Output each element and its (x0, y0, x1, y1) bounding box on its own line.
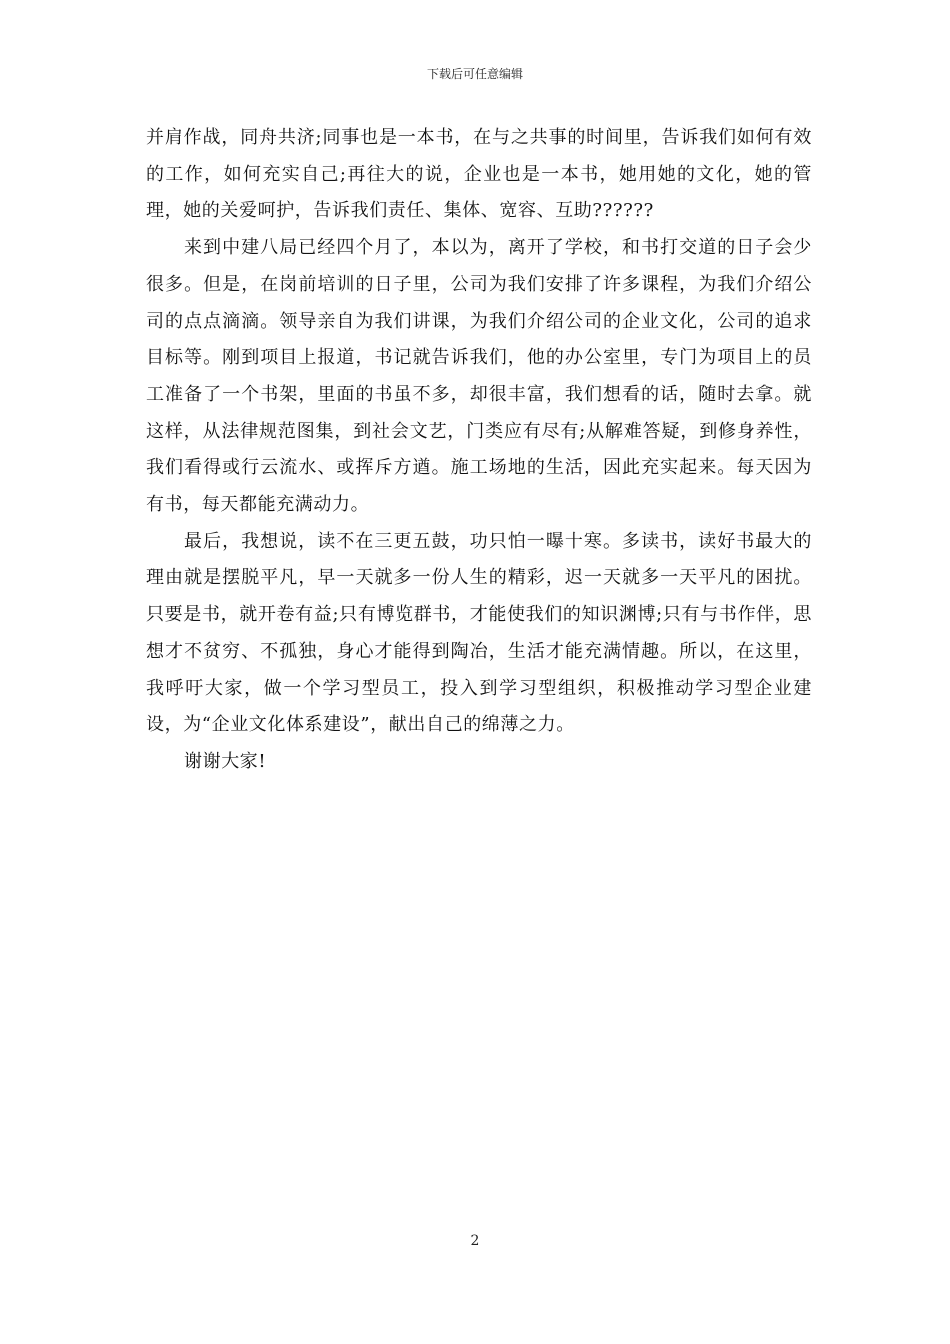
page-header: 下载后可任意编辑 (426, 67, 523, 81)
document-body (146, 120, 812, 781)
paragraph: 最后，我想说，读不在三更五鼓，功只怕一曝十寒。多读书，读好书最大的理由就是摆脱平凡，早一天就多一份人生的精彩，迟一天就多一天平凡的困扰。只要是书，就开卷有益;只有博览群书，才能使我们的知识渊博;只有与书作伴，思想才不贫穷、不孤独，身心才能得到陶冶，生活才能充满情趣。所以，在这里，我呼吁大家，做一个学习型员工，投入到学习型组织，积极推动学习型企业建设，为“企业文化体系建设”，献出自己的绵薄之力。 (146, 530, 812, 736)
paragraph: 来到中建八局已经四个月了，本以为，离开了学校，和书打交道的日子会少很多。但是，在岗前培训的日子里，公司为我们安排了许多课程，为我们介绍公司的点点滴滴。领导亲自为我们讲课，为我们介绍公司的企业文化，公司的追求目标等。刚到项目上报道，书记就告诉我们，他的办公室里，专门为项目上的员工准备了一个书架，里面的书虽不多，却很丰富，我们想看的话，随时去拿。就这样，从法律规范图集，到社会文艺，门类应有尽有;从解难答疑，到修身养性，我们看得或行云流水、或挥斥方遒。施工场地的生活，因此充实起来。每天因为有书，每天都能充满动力。 (146, 237, 812, 516)
paragraph-continued: 并肩作战，同舟共济;同事也是一本书，在与之共事的时间里，告诉我们如何有效的工作，如何充实自己;再往大的说，企业也是一本书，她用她的文化，她的管理，她的关爱呵护，告诉我们责任、集体、宽容、互助?????? (146, 127, 812, 222)
closing-line: 谢谢大家! (184, 750, 267, 772)
page-number: 2 (470, 1233, 480, 1249)
